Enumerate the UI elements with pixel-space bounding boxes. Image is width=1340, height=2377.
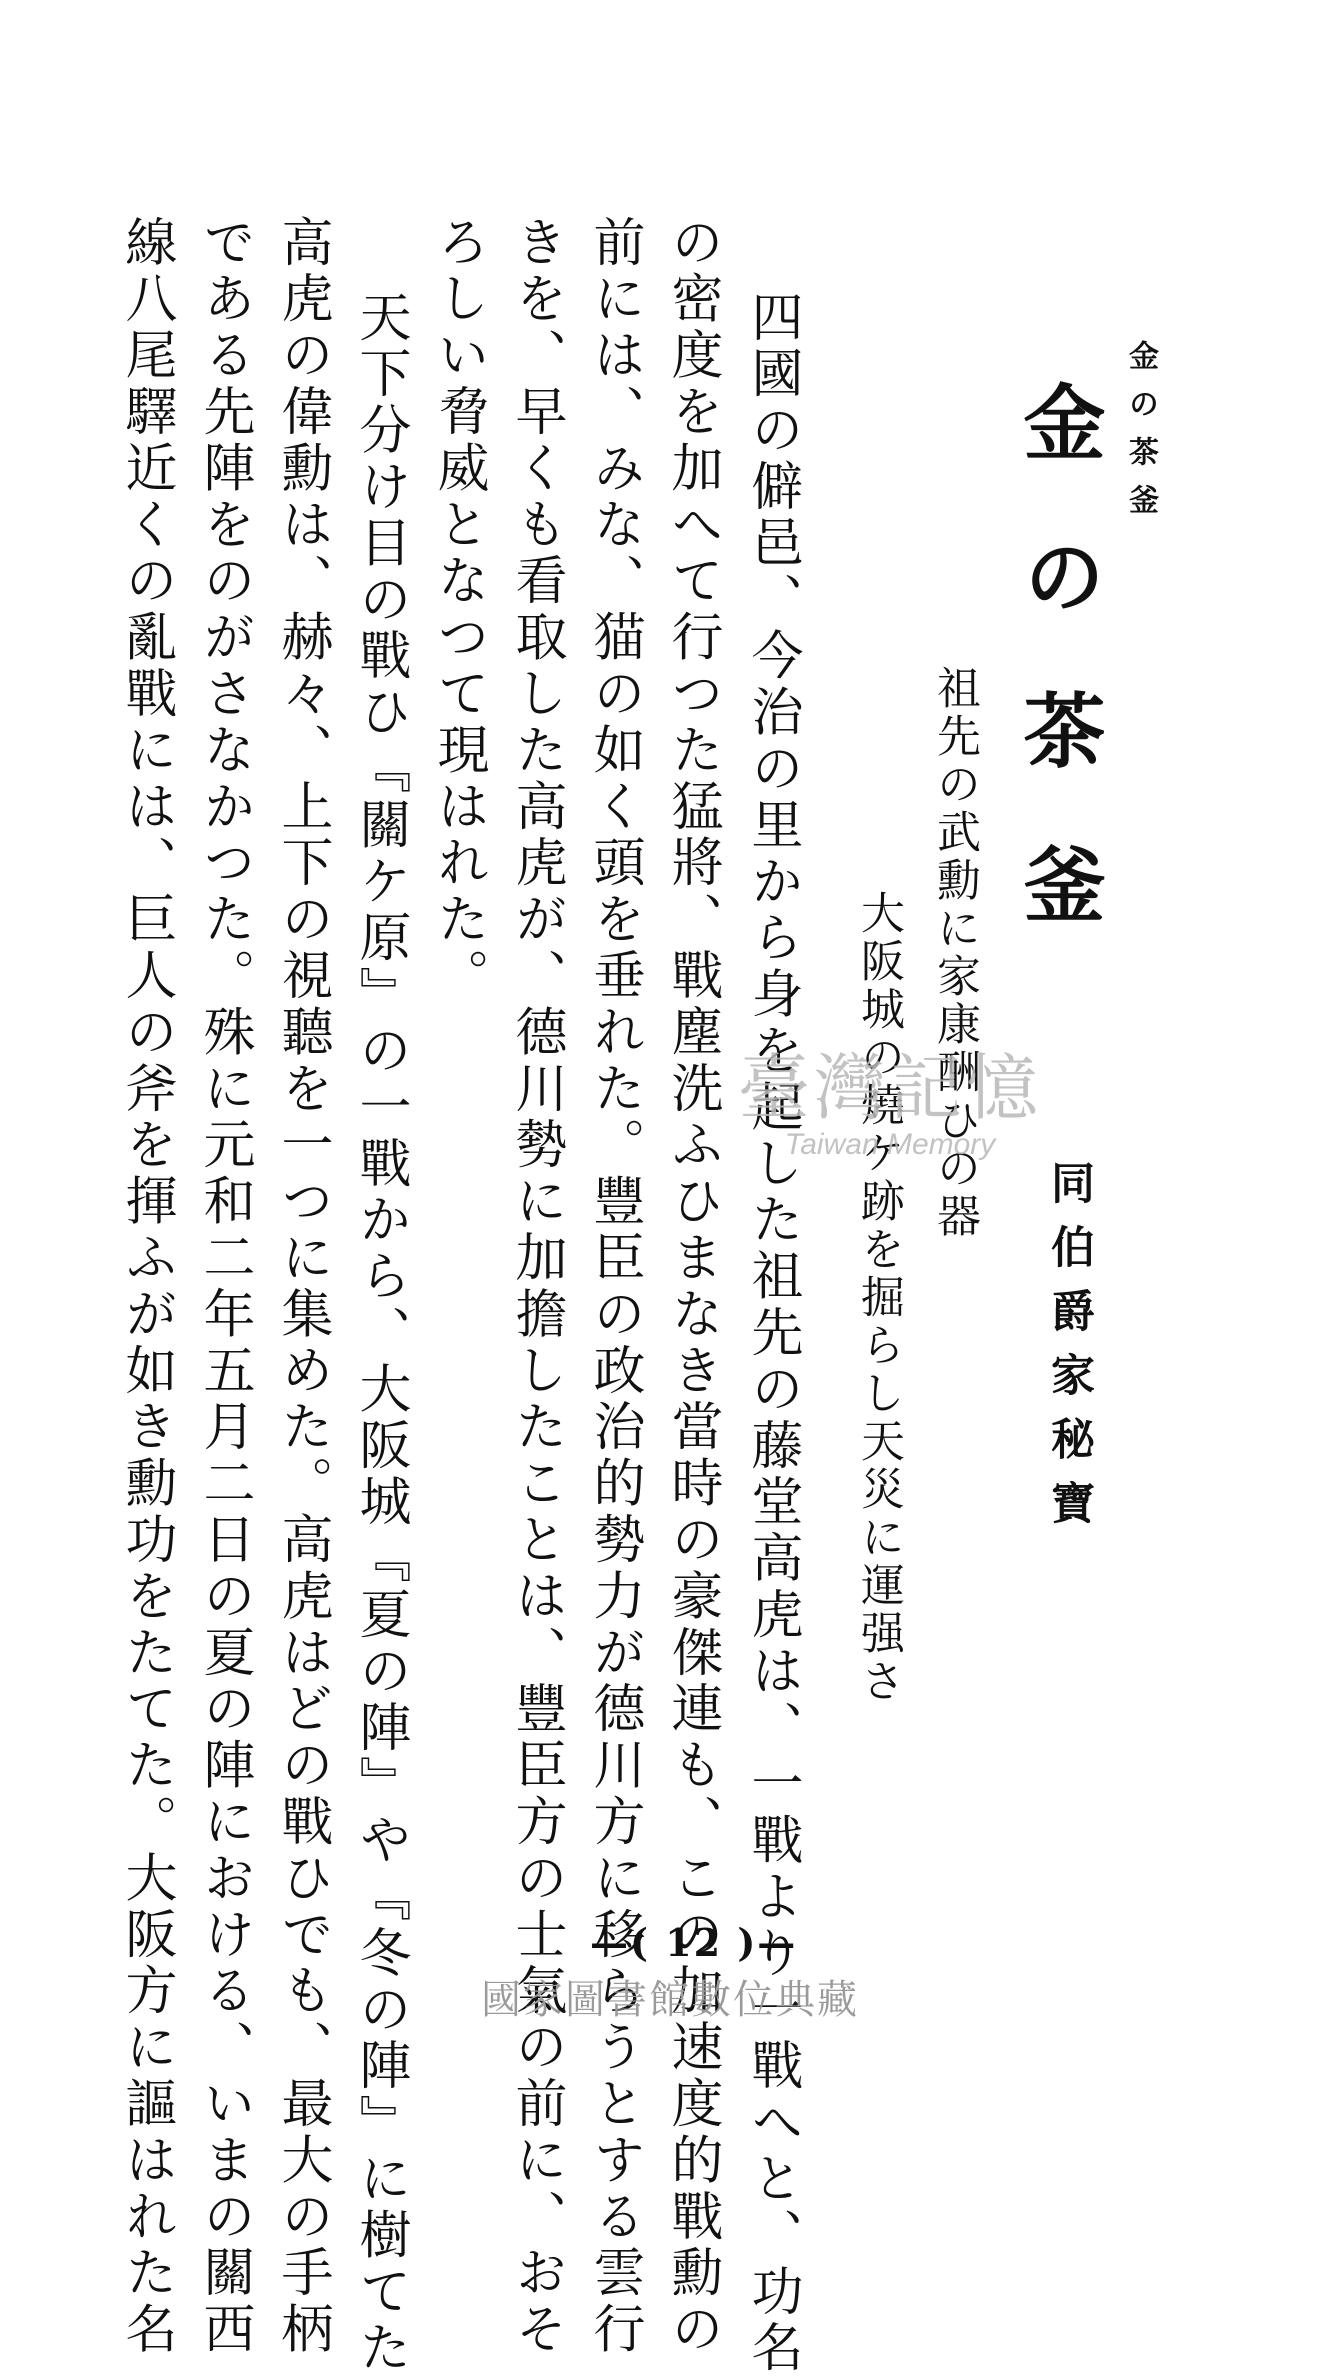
- body-column: きを、早くも看取した高虎が、德川勢に加擔したことは、豐臣方の士氣の前に、おそ: [506, 215, 566, 2359]
- page-number: —( 12 )—: [590, 1920, 798, 1965]
- watermark-text: 臺灣記憶: [737, 1046, 1042, 1130]
- body-column: 線八尾驛近くの亂戰には、巨人の斧を揮ふが如き勳功をたてた。大阪方に謳はれた名: [116, 215, 176, 2359]
- body-column: である先陣をのがさなかつた。殊に元和二年五月二日の夏の陣における、いまの關西: [194, 215, 254, 2359]
- body-column: の密度を加へて行つた猛將、戰塵洗ふひまなき當時の豪傑連も、この加速度的戰勳の: [662, 215, 722, 2359]
- body-column: ろしい脅威となつて現はれた。: [428, 215, 488, 1005]
- body-column: 天下分け目の戰ひ『關ケ原』の一戰から、大阪城『夏の陣』や『冬の陣』に樹てた: [350, 290, 410, 2377]
- watermark: [690, 1030, 1090, 1162]
- article-title: 金の茶釜: [1010, 380, 1106, 996]
- running-head: 金の茶釜: [1123, 340, 1158, 532]
- article-subtitle-line-1: 祖先の武勳に家康酬ひの器: [929, 665, 980, 1241]
- body-column: 四國の僻邑、今治の里から身を起した祖先の藤堂高虎は、一戰より一戰へと、功名: [742, 290, 802, 2377]
- body-column: 前には、みな、猫の如く頭を垂れた。豐臣の政治的勢力が德川方に移らうとする雲行: [584, 215, 644, 2359]
- watermark-subtext: Taiwan Memory: [784, 1128, 996, 1161]
- footer-credit: 國家圖書館數位典藏: [481, 1977, 859, 2023]
- article-subtitle-line-2: 大阪城の燒ケ跡を掘らし天災に運强さ: [853, 890, 904, 1706]
- article-author: 同伯爵家秘寶: [1043, 1160, 1094, 1544]
- body-column: 高虎の偉勳は、赫々、上下の視聽を一つに集めた。高虎はどの戰ひでも、最大の手柄: [272, 215, 332, 2359]
